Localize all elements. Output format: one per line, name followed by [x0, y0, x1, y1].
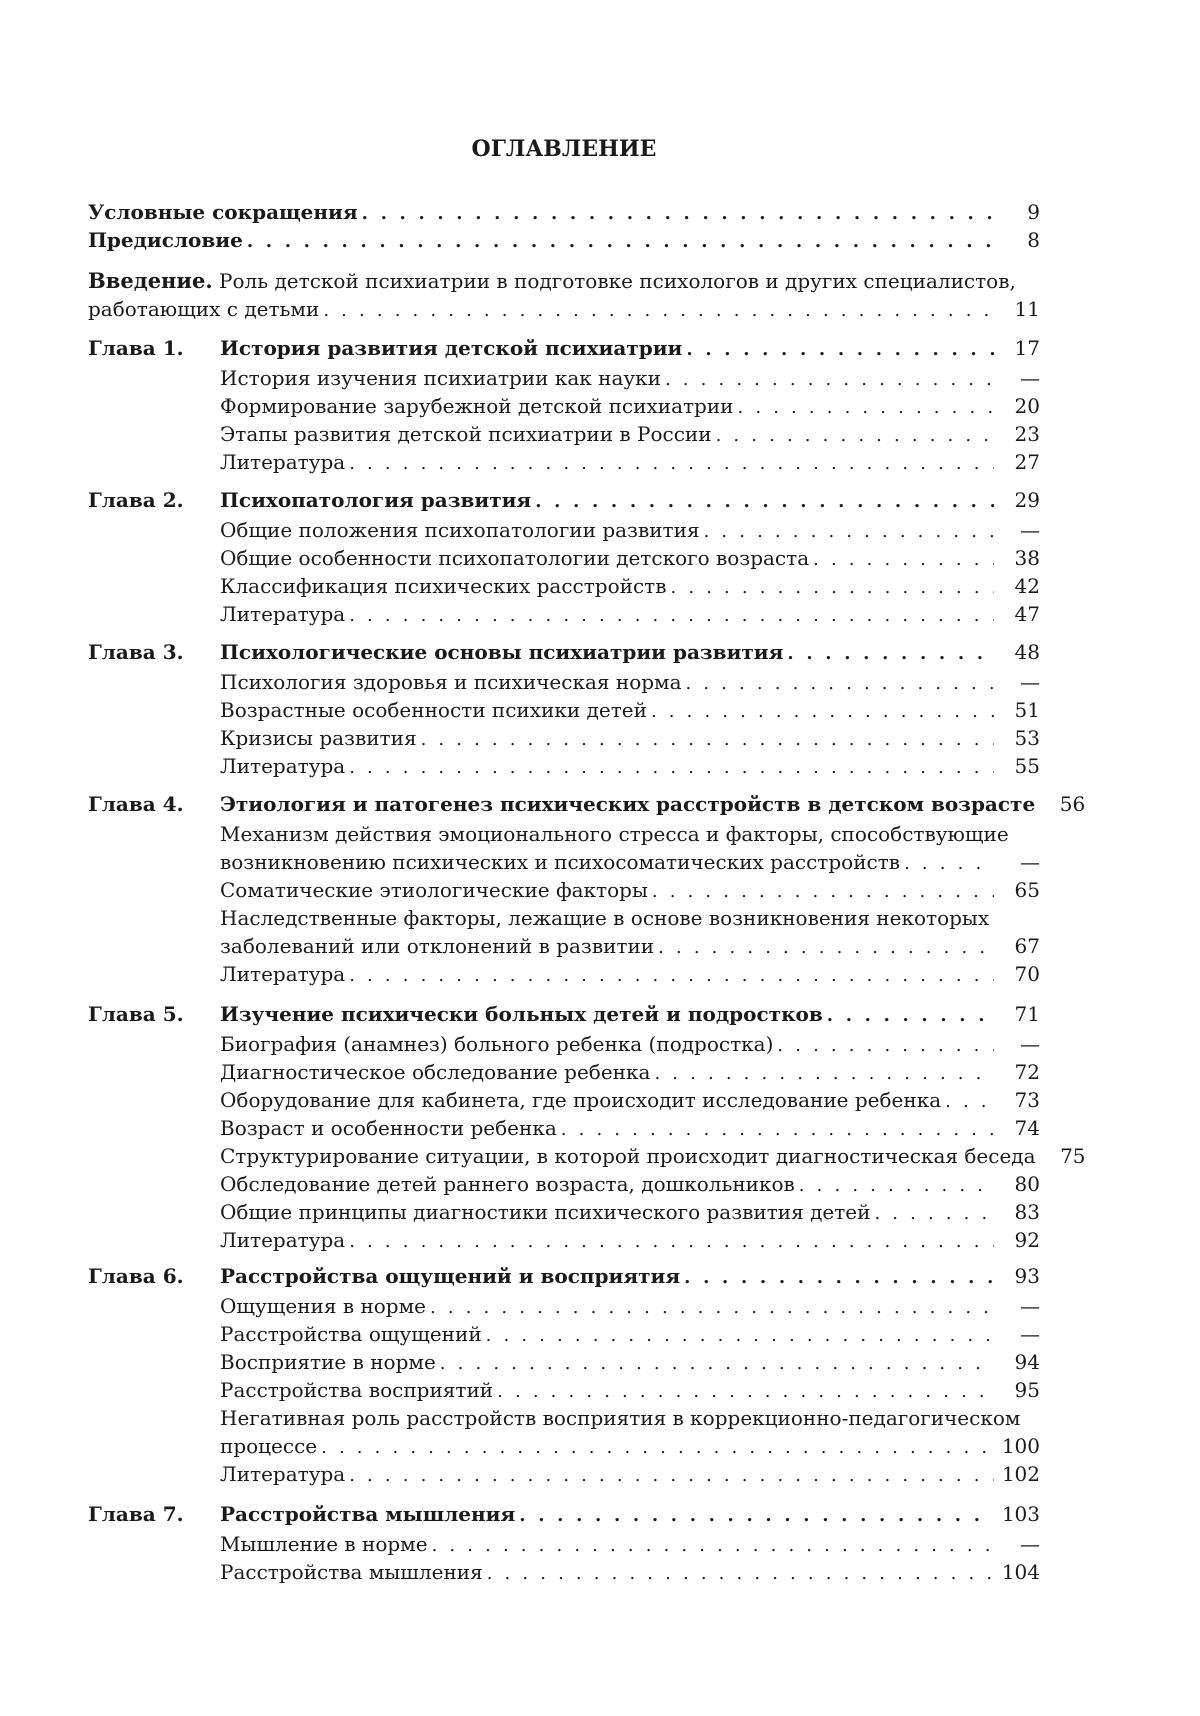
toc-entry-chapter-2[interactable] — [220, 486, 1040, 514]
toc-entry-section[interactable] — [220, 724, 1040, 752]
toc-entry-section[interactable] — [220, 696, 1040, 724]
entry-page: — — [1020, 518, 1040, 542]
toc-entry-section[interactable] — [220, 448, 1040, 476]
entry-page: 74 — [1014, 1116, 1040, 1140]
entry-page: 29 — [1014, 488, 1040, 512]
leader-dots — [686, 336, 994, 364]
leader-dots — [654, 1060, 994, 1088]
chapter-title: Расстройства ощущений и восприятия — [220, 1264, 681, 1288]
chapter-title: Психопатология развития — [220, 488, 532, 512]
leader-dots — [704, 518, 994, 546]
section-title: Кризисы развития — [220, 726, 417, 750]
toc-entry-section[interactable] — [220, 1558, 1040, 1586]
toc-entry-section[interactable] — [220, 600, 1040, 628]
leader-dots — [486, 1322, 994, 1350]
entry-page: 94 — [1014, 1350, 1040, 1374]
leader-dots — [487, 1560, 994, 1588]
entry-page: 67 — [1014, 934, 1040, 958]
entry-page: — — [1020, 670, 1040, 694]
leader-dots — [349, 754, 994, 782]
chapter-label: Глава 4. — [88, 792, 184, 816]
leader-dots — [440, 1350, 994, 1378]
section-title: возникновению психических и психосоматических расстройств — [220, 850, 901, 874]
entry-page: — — [1020, 1294, 1040, 1318]
leader-dots — [686, 670, 994, 698]
toc-entry-section[interactable] — [220, 1086, 1040, 1114]
chapter-title: Этиология и патогенез психических расстройств в детском возрасте — [220, 792, 1036, 816]
toc-entry-section[interactable] — [220, 1058, 1040, 1086]
section-title: Общие особенности психопатологии детского возраста — [220, 546, 810, 570]
section-title: Литература — [220, 962, 346, 986]
intro-label: Введение. — [88, 268, 213, 293]
entry-page: 70 — [1014, 962, 1040, 986]
section-title: Литература — [220, 602, 346, 626]
section-title: Расстройства восприятий — [220, 1378, 494, 1402]
leader-dots — [349, 962, 994, 990]
page-title: ОГЛАВЛЕНИЕ — [471, 136, 657, 162]
section-title: Литература — [220, 1228, 346, 1252]
toc-entry-section[interactable] — [220, 752, 1040, 780]
entry-page: 100 — [1001, 1434, 1040, 1458]
leader-dots — [519, 1502, 994, 1530]
entry-page: 75 — [1060, 1144, 1086, 1168]
toc-entry-section[interactable] — [220, 392, 1040, 420]
chapter-label: Глава 7. — [88, 1502, 184, 1526]
leader-dots — [716, 422, 994, 450]
toc-entry-section[interactable] — [220, 1198, 1040, 1226]
toc-entry-section[interactable] — [220, 1460, 1040, 1488]
entry-page: — — [1020, 850, 1040, 874]
leader-dots — [321, 1434, 994, 1462]
section-title: Мышление в норме — [220, 1532, 428, 1556]
leader-dots — [787, 640, 994, 668]
toc-entry-section[interactable] — [220, 876, 1040, 904]
section-title: Общие принципы диагностики психического развития детей — [220, 1200, 871, 1224]
leader-dots — [813, 546, 994, 574]
leader-dots — [738, 394, 994, 422]
section-title: Классификация психических расстройств — [220, 574, 667, 598]
toc-entry-abbreviations[interactable] — [88, 198, 1040, 226]
leader-dots — [827, 1002, 994, 1030]
leader-dots — [799, 1172, 994, 1200]
leader-dots — [651, 698, 994, 726]
entry-page: 20 — [1014, 394, 1040, 418]
entry-page: 95 — [1014, 1378, 1040, 1402]
entry-page: 72 — [1014, 1060, 1040, 1084]
entry-title: Условные сокращения — [88, 200, 358, 224]
leader-dots — [362, 200, 994, 228]
entry-page: 48 — [1014, 640, 1040, 664]
leader-dots — [497, 1378, 994, 1406]
chapter-label: Глава 6. — [88, 1264, 184, 1288]
section-title: Восприятие в норме — [220, 1350, 436, 1374]
entry-page: 53 — [1014, 726, 1040, 750]
toc-entry-section[interactable] — [220, 1030, 1040, 1058]
entry-page: 56 — [1059, 792, 1086, 816]
entry-page: 103 — [1001, 1502, 1040, 1526]
chapter-label: Глава 3. — [88, 640, 184, 664]
section-title: заболеваний или отклонений в развитии — [220, 934, 655, 958]
leader-dots — [421, 726, 994, 754]
section-title: Возраст и особенности ребенка — [220, 1116, 557, 1140]
section-title: Психология здоровья и психическая норма — [220, 670, 682, 694]
toc-entry-section[interactable] — [220, 1348, 1040, 1376]
toc-entry-section[interactable] — [220, 1226, 1040, 1254]
entry-page: 51 — [1014, 698, 1040, 722]
section-title: Расстройства мышления — [220, 1560, 483, 1584]
entry-page: 42 — [1014, 574, 1040, 598]
leader-dots — [561, 1116, 994, 1144]
entry-title: Предисловие — [88, 228, 243, 252]
leader-dots — [904, 850, 994, 878]
section-title-line1: Механизм действия эмоционального стресса и факторы, способствующие — [220, 822, 1009, 846]
toc-entry-chapter-7[interactable] — [220, 1500, 1040, 1528]
leader-dots — [671, 574, 994, 602]
toc-entry-section[interactable] — [220, 1114, 1040, 1142]
entry-page: — — [1020, 1532, 1040, 1556]
toc-entry-chapter-3[interactable] — [220, 638, 1040, 666]
toc-entry-section[interactable] — [220, 960, 1040, 988]
toc-entry-section[interactable] — [220, 848, 1040, 876]
section-title: Ощущения в норме — [220, 1294, 427, 1318]
toc-entry-section[interactable] — [220, 420, 1040, 448]
toc-entry-section[interactable] — [220, 1530, 1040, 1558]
chapter-label: Глава 2. — [88, 488, 184, 512]
section-title: Расстройства ощущений — [220, 1322, 482, 1346]
section-title: Биография (анамнез) больного ребенка (подростка) — [220, 1032, 774, 1056]
leader-dots — [432, 1532, 994, 1560]
toc-entry-section[interactable] — [220, 1292, 1040, 1320]
chapter-title: История развития детской психиатрии — [220, 336, 683, 360]
toc-entry-section[interactable] — [220, 1432, 1040, 1460]
toc-entry-preface[interactable] — [88, 226, 1040, 254]
leader-dots — [430, 1294, 994, 1322]
toc-entry-chapter-5[interactable] — [220, 1000, 1040, 1028]
chapter-title: Психологические основы психиатрии развития — [220, 640, 784, 664]
section-title: Этапы развития детской психиатрии в России — [220, 422, 712, 446]
toc-entry-section[interactable] — [220, 364, 1040, 392]
entry-page: 80 — [1014, 1172, 1040, 1196]
entry-page: 93 — [1014, 1264, 1040, 1288]
toc-entry-chapter-4[interactable] — [220, 790, 1086, 818]
chapter-title: Расстройства мышления — [220, 1502, 516, 1526]
section-title: Литература — [220, 1462, 346, 1486]
toc-entry-section[interactable] — [220, 1320, 1040, 1348]
leader-dots — [658, 934, 994, 962]
section-title: Литература — [220, 450, 346, 474]
section-title-line1: Наследственные факторы, лежащие в основе возникновения некоторых — [220, 906, 990, 930]
entry-page: 92 — [1014, 1228, 1040, 1252]
entry-page: — — [1020, 366, 1040, 390]
entry-page: 83 — [1014, 1200, 1040, 1224]
leader-dots — [945, 1088, 994, 1116]
leader-dots — [349, 1462, 994, 1490]
entry-page: 27 — [1014, 450, 1040, 474]
entry-page: 47 — [1014, 602, 1040, 626]
section-title: Возрастные особенности психики детей — [220, 698, 647, 722]
toc-entry-section[interactable] — [220, 1170, 1040, 1198]
section-title: Формирование зарубежной детской психиатрии — [220, 394, 734, 418]
chapter-label: Глава 5. — [88, 1002, 184, 1026]
leader-dots — [535, 488, 994, 516]
leader-dots — [874, 1200, 994, 1228]
entry-page: — — [1020, 1032, 1040, 1056]
toc-entry-chapter-6[interactable] — [220, 1262, 1040, 1290]
leader-dots — [247, 228, 994, 256]
toc-entry-section[interactable] — [220, 932, 1040, 960]
intro-title-line2: работающих с детьми — [88, 297, 320, 321]
section-title: Соматические этиологические факторы — [220, 878, 648, 902]
leader-dots — [349, 450, 994, 478]
section-title-line1: Негативная роль расстройств восприятия в коррекционно-педагогическом — [220, 1406, 1021, 1430]
section-title: Структурирование ситуации, в которой происходит диагностическая беседа — [220, 1144, 1036, 1168]
entry-page: 71 — [1014, 1002, 1040, 1026]
section-title: Общие положения психопатологии развития — [220, 518, 700, 542]
entry-page: 55 — [1014, 754, 1040, 778]
toc-entry-section[interactable] — [220, 1376, 1040, 1404]
section-title: Оборудование для кабинета, где происходит исследование ребенка — [220, 1088, 942, 1112]
toc-entry-intro[interactable] — [88, 267, 1016, 295]
toc-entry-section[interactable] — [220, 1142, 1086, 1170]
entry-page: — — [1020, 1322, 1040, 1346]
entry-page: 17 — [1014, 336, 1040, 360]
section-title: Диагностическое обследование ребенка — [220, 1060, 651, 1084]
section-title: процессе — [220, 1434, 318, 1458]
leader-dots — [349, 1228, 994, 1256]
section-title: Обследование детей раннего возраста, дошкольников — [220, 1172, 795, 1196]
toc-entry-section[interactable] — [220, 544, 1040, 572]
entry-page: 11 — [1014, 297, 1040, 321]
leader-dots — [323, 297, 994, 325]
intro-title-line1: Роль детской психиатрии в подготовке психологов и других специалистов, — [212, 269, 1016, 293]
toc-entry-section[interactable] — [220, 668, 1040, 696]
leader-dots — [665, 366, 994, 394]
chapter-label: Глава 1. — [88, 336, 184, 360]
leader-dots — [652, 878, 994, 906]
entry-page: 104 — [1001, 1560, 1040, 1584]
toc-entry-intro-cont[interactable] — [88, 295, 1040, 323]
entry-page: 23 — [1014, 422, 1040, 446]
entry-page: 102 — [1001, 1462, 1040, 1486]
chapter-title: Изучение психически больных детей и подростков — [220, 1002, 823, 1026]
entry-page: 38 — [1014, 546, 1040, 570]
entry-page: 73 — [1014, 1088, 1040, 1112]
leader-dots — [349, 602, 994, 630]
leader-dots — [684, 1264, 994, 1292]
entry-page: 65 — [1014, 878, 1040, 902]
entry-page: 9 — [1027, 200, 1040, 224]
toc-entry-section[interactable] — [220, 572, 1040, 600]
entry-page: 8 — [1027, 228, 1040, 252]
section-title: Литература — [220, 754, 346, 778]
toc-entry-chapter-1[interactable] — [220, 334, 1040, 362]
section-title: История изучения психиатрии как науки — [220, 366, 661, 390]
toc-entry-section[interactable] — [220, 516, 1040, 544]
leader-dots — [777, 1032, 994, 1060]
